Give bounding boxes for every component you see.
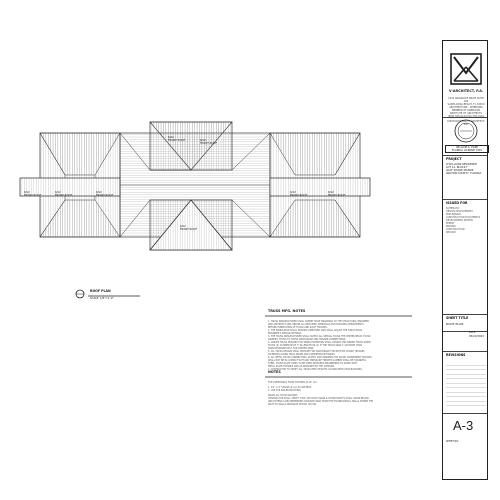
sheet-number-divider (443, 413, 487, 414)
roof-label: 6/12 FRONT ROOF (200, 139, 218, 145)
note-line: 2. THE FABRICATOR SHALL PROVIDE APPROVED AND SHALL ADJUST THE STRUCTURAL (268, 329, 363, 332)
note-line: DRAIN ALL TRUSS NAILERS (268, 394, 298, 397)
note-line: 5. ALL TRUSS DESIGN SHALL PROVIDE FOR ANCHORAGE FOR BOTTOM CHORD TRUSSES (268, 350, 365, 353)
issued-label: ISSUED FOR (446, 201, 468, 205)
note-line: AND ARCHITECT AND OBTAIN ALL REQUIRED APPROVALS FOR BUILDING DEPARTMENTS (268, 323, 364, 326)
roof-left-wing (20, 133, 120, 237)
notes-heading: NOTES (268, 370, 281, 374)
project-label: PROJECT (446, 157, 462, 161)
project-line: O'SULLIVAN RESIDENCE (446, 163, 477, 166)
roof-label: 6/12 FRONT ROOF (55, 191, 73, 197)
firm-line: ARCHITECTURE - INTERIORS (449, 106, 483, 109)
note-line: 3. THE TRUSS MANUFACTURER SHALL SUPPLY ALL SPECIAL TRUSS THE CENTER BEAM, TRUSS (268, 335, 371, 338)
project-divider (443, 155, 487, 156)
note-line: CONTRACTOR SHALL VERIFY THAT ANY ROOF DRAIN & DOWN SPOUTS SHALL DRAIN BELOW (268, 397, 369, 400)
note-line: SHALL NOT BE IN CONTACT WITH ANY PRESSURE TREATED LUMBER SHALL BE STAINLESS (268, 359, 366, 362)
date-label: DATE (469, 331, 476, 334)
note-line: ENGINEER'S DESIGN CRITERIA. (268, 332, 302, 335)
roof-label: 6/12 FRONT ROOF (168, 136, 186, 142)
roof-label: 6/12 FRONT ROOF (96, 191, 114, 197)
issued-item: RECORD (446, 231, 456, 234)
firm-line: (850) 555-0100 FAX 555-0101 (447, 115, 485, 118)
truss-notes-list (268, 320, 413, 371)
roof-plan-scale: SCALE: 1/8"=1'-0" (90, 297, 114, 300)
note-line: STEEL. TRUSS PLATE SIZES TO BE SIZED REQUIRED ENGINEERED TO WORK WITH (268, 362, 358, 365)
seal-line: FLORIDA LICENSE 7991 (451, 149, 483, 152)
sheet-title: ROOF PLAN (446, 322, 464, 326)
note-line: 1. 1/2" X 4" STRAPS @ ALL 4X RAFTERS (268, 386, 312, 389)
roof-label: 6/12 FRONT ROOF (180, 225, 198, 231)
issued-divider (443, 199, 487, 200)
note-line: ROOF TO WALLS DRAINAGE WOULD OCCUR. (268, 403, 317, 406)
note-line: 1. TRUSS MANUFACTURER SHALL SUBMIT SHOP DRAWINGS TO THE STRUCTURAL ENGINEER (268, 320, 369, 323)
note-line: GIRDERS, TRUSS TO TRUSS ANCHORAGE AND HANGER CONNECTIONS. (268, 338, 346, 341)
note-line: 6. ALL METAL TRUSS CONNECTORS, PLATES AND HANGERS FOR WOOD COMPONENT TRUSSES (268, 356, 372, 359)
roof-plan-title: ROOF PLAN (90, 289, 111, 293)
project-line: WALTON COUNTY, FLORIDA (446, 172, 482, 175)
firm-name: V·ARCHITECT, P.A. (449, 89, 484, 93)
date-value: 05/22/2023 (469, 335, 484, 338)
firm-line: SANTA ROSA BEACH, FL 32459 (447, 103, 485, 106)
note-line: BEFORE FABRICATION OF FLOOR AND ROOF TRUSSES. (268, 326, 328, 329)
note-line: FOR OVERHANGS FROM TRUSSES @ 24" O.C. (268, 381, 318, 384)
sheet-title-divider (443, 314, 487, 315)
issued-item: DESIGN DEVELOPMENT (446, 210, 473, 213)
revisions-divider (443, 351, 487, 352)
issued-item: PERMIT (446, 222, 455, 225)
firm-line: COPYRIGHT 2023 V·ARCHITECT, P.A. (446, 120, 486, 126)
truss-notes-heading: TRUSS MFG. NOTES (268, 309, 306, 313)
note-line: METAL PLATE TRUSSES AND AS REQUIRED BY THE SUPPLIER. (268, 365, 335, 368)
issued-item: CONSTRUCTION DOCUMENTS (446, 216, 481, 219)
note-line: 2. USE 2X8 NAILER BLOCKING (268, 389, 301, 392)
project-line: GULF SHORE MANOR (446, 169, 474, 172)
notes-list (268, 381, 413, 406)
note-line: SPAN DESIGNATION 4' FOR CENTER SPAN. (268, 347, 314, 350)
project-line: LOT 12, BLOCK F (446, 166, 468, 169)
note-line: TRUSS (4) IS MINIMUM OF 3' IN LENGTH OR (1) IF THE TRUSS SPAN 1' OR MORE THAN (268, 344, 362, 347)
issued-item: SCHEMATIC (446, 207, 460, 210)
title-block (442, 40, 488, 480)
issued-item: BIDDING (446, 225, 456, 228)
project-info (446, 163, 481, 175)
firm-line: MEMBER OF AMERICAN INSTITUTE OF ARCHITECTS (449, 109, 483, 115)
issued-item: CONSTRUCTION (446, 228, 465, 231)
roof-label: 6/12 FRONT ROOF (24, 191, 42, 197)
architect-seal-icon (454, 119, 478, 143)
note-line: ON BEAMS ALONG HOLD-DOWN AND COMPRESSION FORCES. (268, 353, 336, 356)
roof-label: 6/12 FRONT ROOF (290, 191, 308, 197)
roof-label: 6/12 FRONT ROOF (328, 191, 346, 197)
sheet-number: A-3 (453, 418, 474, 433)
issued-item: DEVELOPMENT REVIEW (446, 219, 473, 222)
seal-line: WILLIAM A. POPE (455, 146, 478, 149)
firm-logo-icon (450, 53, 482, 85)
revisions-table (446, 361, 486, 409)
sheet-of: SHEET NO. (446, 440, 459, 443)
note-line: AND EXTEND A RECOMMENDED DISTANCE AWAY FROM THE FOUNDATION & WALLS WHERE THE (268, 400, 374, 403)
seal-caption (445, 145, 489, 153)
date-divider (443, 331, 487, 332)
note-line: 4. GIRDER TRUSS DESIGNS FOR SPANS EXCEEDING SHALL DESIGN THE GIRDER TRUSS WHEN (268, 341, 371, 344)
roof-right-wing (270, 133, 370, 237)
seal-divider (443, 117, 487, 118)
issued-list (446, 207, 480, 234)
revisions-label: REVISIONS (446, 353, 466, 357)
issued-item: PRELIMINARY (446, 213, 462, 216)
note-line: 7. CONTRACTOR TO VERIFY ALL TRUSS HEEL HEIGHTS AS INDICATED ON ELEVATIONS. (268, 368, 363, 371)
firm-line: 1234 SEAGROVE DRIVE SUITE 100 (448, 97, 484, 103)
sheet-title-label: SHEET TITLE (446, 316, 469, 320)
